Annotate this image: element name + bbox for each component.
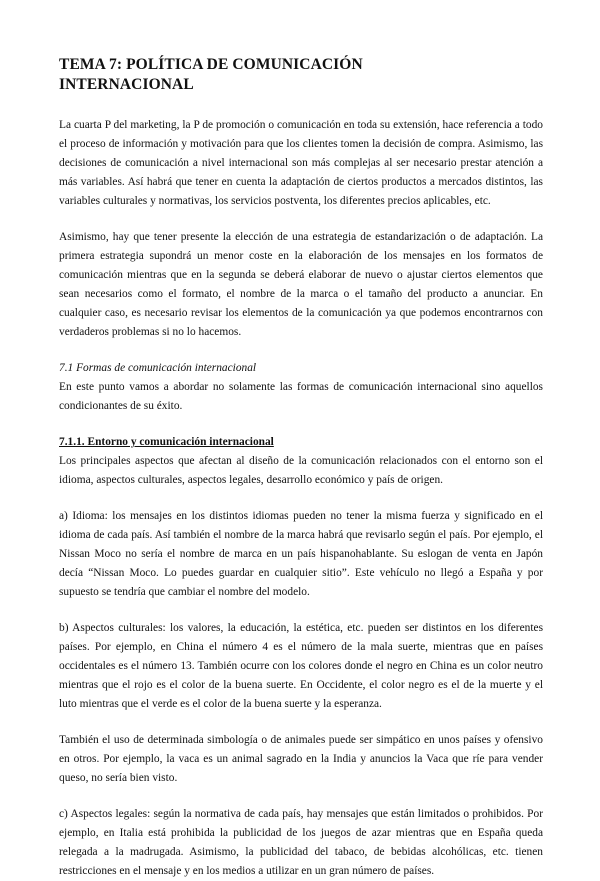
section-heading: 7.1.1. Entorno y comunicación internacional [59,436,274,448]
symbolism-paragraph: También el uso de determinada simbología o de animales puede ser simpático en unos países y ofensivo en otros. Por ejemplo, la vaca es un animal sagrado en la India y anuncios la Vaca que ríe para vender queso, no sería bien visto. [59,734,543,784]
strategy-paragraph: Asimismo, hay que tener presente la elección de una estrategia de estandarización o de adaptación. La primera estrategia supondrá un menor coste en la elaboración de los mensajes en los formatos de comunicación mientras que en la segunda se deberá elaborar de nuevo o ajustar ciertos elementos que sean necesarios como el formato, el nombre de la marca o el tamaño del producto a anunciar. En cualquier caso, es necesario revisar los elementos de la comunicación ya que podemos encontrarnos con verdaderos problemas si no lo hacemos. [59,231,543,338]
intro-paragraph: La cuarta P del marketing, la P de promoción o comunicación en toda su extensión, hace referencia a todo el proceso de información y motivación para que los clientes tomen la decisión de compra. Asimismo, las decisiones de comunicación a nivel internacional son más complejas al ser necesario prestar atención a más variables. Así habrá que tener en cuenta la adaptación de ciertos productos a mercados distintos, las variables culturales y normativas, los servicios postventa, los diferentes precios aplicables, etc. [59,119,543,207]
legal-paragraph: c) Aspectos legales: según la normativa de cada país, hay mensajes que están limitados o prohibidos. Por ejemplo, en Italia está prohibida la publicidad de los juegos de azar mientras que en España queda relegada a la madrugada. Asimismo, la publicidad del tabaco, de bebidas alcohólicas, etc. tienen restricciones en el mensaje y en los medios a utilizar en un gran número de países. [59,808,543,877]
subsection-paragraph: En este punto vamos a abordar no solamente las formas de comunicación internacional sino aquellos condicionantes de su éxito. [59,381,543,412]
subsection-heading: 7.1 Formas de comunicación internacional [59,362,257,374]
section-intro-paragraph: Los principales aspectos que afectan al diseño de la comunicación relacionados con el entorno son el idioma, aspectos culturales, aspectos legales, desarrollo económico y país de origen. [59,455,543,486]
language-paragraph: a) Idioma: los mensajes en los distintos idiomas pueden no tener la misma fuerza y significado en el idioma de cada país. Así también el nombre de la marca habrá que revisarlo según el país. Por ejemplo, el Nissan Moco no sería el nombre de marca en un país hispanohablante. Su eslogan de venta en Japón decía “Nissan Moco. Lo puedes guardar en cualquier sitio”. Este vehículo no llegó a España y por supuesto se tendría que cambiar el nombre del modelo. [59,510,543,598]
cultural-paragraph: b) Aspectos culturales: los valores, la educación, la estética, etc. pueden ser distintos en los diferentes países. Por ejemplo, en China el número 4 es el número de la mala suerte, mientras que en países occidentales es el número 13. También ocurre con los colores donde el negro en China es un color neutro mientras que el rojo es el color de la buena suerte. En Occidente, el color negro es el de la muerte y el luto mientras que el verde es el color de la buena suerte y la esperanza. [59,622,543,710]
page-title [59,55,543,95]
page-title-line-2: INTERNACIONAL [59,76,194,93]
page-title-line-1: TEMA 7: POLÍTICA DE COMUNICACIÓN [59,56,363,73]
